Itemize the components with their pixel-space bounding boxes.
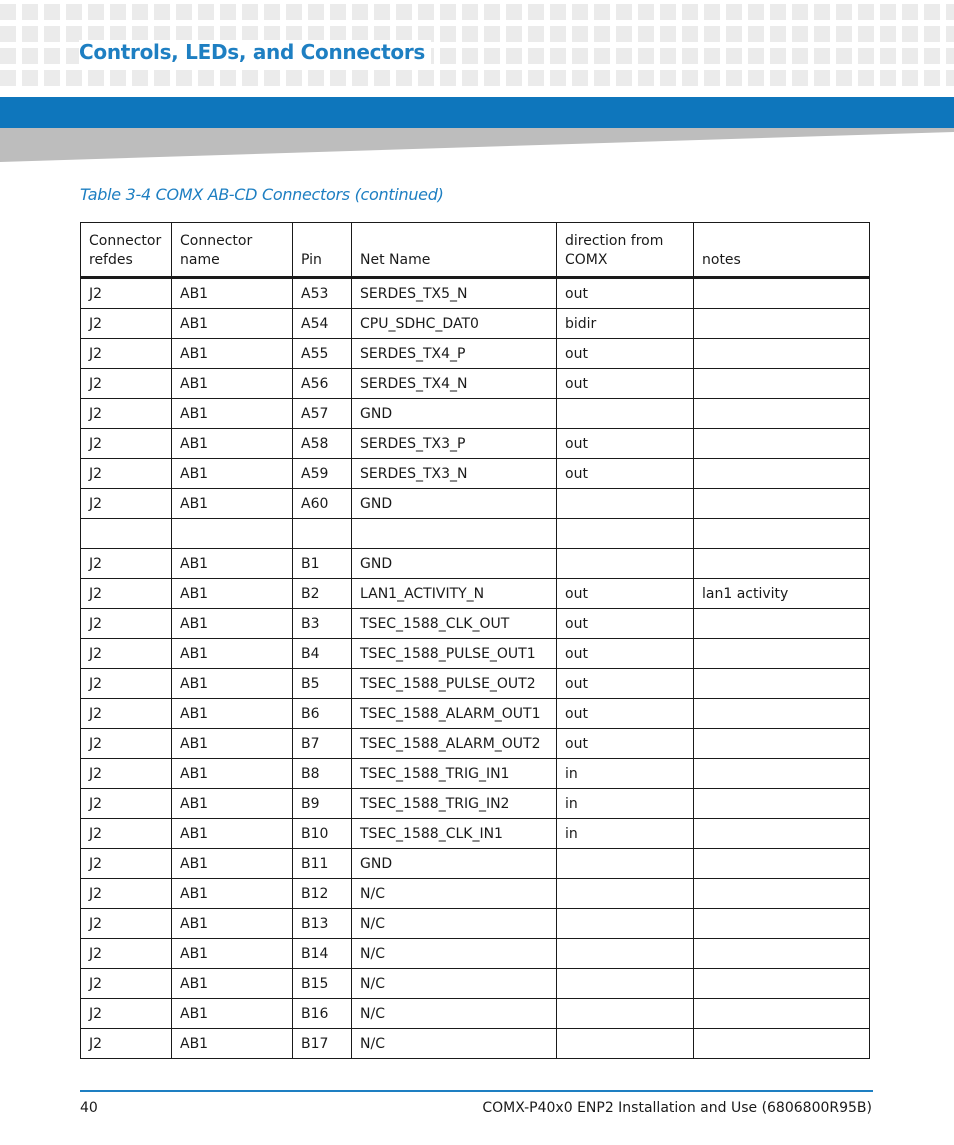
table-cell xyxy=(557,399,694,429)
table-cell xyxy=(694,849,870,879)
table-cell: N/C xyxy=(352,939,557,969)
table-cell xyxy=(557,969,694,999)
table-cell xyxy=(694,699,870,729)
table-cell: J2 xyxy=(81,369,172,399)
footer-rule xyxy=(80,1090,873,1092)
table-cell xyxy=(557,549,694,579)
table-row xyxy=(81,1029,870,1059)
table-cell: AB1 xyxy=(172,399,293,429)
table-cell: B13 xyxy=(293,909,352,939)
table-cell xyxy=(694,639,870,669)
table-row xyxy=(81,789,870,819)
table-cell: AB1 xyxy=(172,759,293,789)
page-number: 40 xyxy=(80,1100,98,1116)
table-cell: J2 xyxy=(81,729,172,759)
column-header: direction from COMX xyxy=(557,223,694,278)
table-cell: AB1 xyxy=(172,939,293,969)
table-cell: out xyxy=(557,729,694,759)
table-cell: J2 xyxy=(81,939,172,969)
table-cell xyxy=(694,489,870,519)
table-cell: lan1 activity xyxy=(694,579,870,609)
table-row xyxy=(81,278,870,309)
document-title: COMX-P40x0 ENP2 Installation and Use (6806800R95B) xyxy=(482,1100,872,1116)
table-row xyxy=(81,399,870,429)
header-blue-band xyxy=(0,97,954,128)
table-cell xyxy=(694,429,870,459)
table-cell: B11 xyxy=(293,849,352,879)
table-header-row xyxy=(81,223,870,278)
table-cell: out xyxy=(557,699,694,729)
table-cell xyxy=(694,669,870,699)
table-cell: TSEC_1588_TRIG_IN1 xyxy=(352,759,557,789)
table-cell: B7 xyxy=(293,729,352,759)
table-cell: out xyxy=(557,429,694,459)
table-cell xyxy=(293,519,352,549)
table-cell: TSEC_1588_PULSE_OUT2 xyxy=(352,669,557,699)
table-cell: AB1 xyxy=(172,339,293,369)
table-cell xyxy=(81,519,172,549)
table-cell xyxy=(694,939,870,969)
table-cell: AB1 xyxy=(172,549,293,579)
table-cell xyxy=(694,309,870,339)
table-row xyxy=(81,939,870,969)
table-cell: B2 xyxy=(293,579,352,609)
column-header: Net Name xyxy=(352,223,557,278)
table-cell: out xyxy=(557,369,694,399)
table-row xyxy=(81,549,870,579)
table-row xyxy=(81,729,870,759)
column-header: Connector refdes xyxy=(81,223,172,278)
table-cell: GND xyxy=(352,399,557,429)
table-cell: AB1 xyxy=(172,699,293,729)
table-cell: J2 xyxy=(81,879,172,909)
table-cell: J2 xyxy=(81,1029,172,1059)
table-cell: A53 xyxy=(293,278,352,309)
table-cell xyxy=(694,759,870,789)
table-cell: J2 xyxy=(81,669,172,699)
table-cell: AB1 xyxy=(172,909,293,939)
table-cell: N/C xyxy=(352,999,557,1029)
table-caption: Table 3-4 COMX AB-CD Connectors (continued) xyxy=(80,185,444,204)
table-cell: GND xyxy=(352,849,557,879)
table-cell xyxy=(694,549,870,579)
table-cell xyxy=(694,339,870,369)
table-cell: B14 xyxy=(293,939,352,969)
header-gray-swoosh xyxy=(0,128,954,164)
table-cell: AB1 xyxy=(172,669,293,699)
table-cell: AB1 xyxy=(172,879,293,909)
table-cell: CPU_SDHC_DAT0 xyxy=(352,309,557,339)
table-cell: in xyxy=(557,789,694,819)
table-row xyxy=(81,909,870,939)
table-cell xyxy=(694,399,870,429)
table-cell: AB1 xyxy=(172,819,293,849)
table-cell: AB1 xyxy=(172,579,293,609)
table-cell: out xyxy=(557,278,694,309)
table-row xyxy=(81,759,870,789)
table-row xyxy=(81,609,870,639)
table-cell: AB1 xyxy=(172,789,293,819)
table-cell xyxy=(557,489,694,519)
table-cell: bidir xyxy=(557,309,694,339)
table-cell: N/C xyxy=(352,1029,557,1059)
table-cell: J2 xyxy=(81,399,172,429)
table-cell: J2 xyxy=(81,639,172,669)
table-cell: out xyxy=(557,459,694,489)
table-cell: J2 xyxy=(81,759,172,789)
table-row xyxy=(81,969,870,999)
table-cell xyxy=(694,789,870,819)
table-row xyxy=(81,429,870,459)
table-cell: B5 xyxy=(293,669,352,699)
table-cell xyxy=(172,519,293,549)
table-cell: B17 xyxy=(293,1029,352,1059)
table-cell: J2 xyxy=(81,579,172,609)
table-row xyxy=(81,669,870,699)
table-cell: SERDES_TX5_N xyxy=(352,278,557,309)
table-cell: J2 xyxy=(81,339,172,369)
table-cell: B15 xyxy=(293,969,352,999)
table-cell xyxy=(694,369,870,399)
table-cell: LAN1_ACTIVITY_N xyxy=(352,579,557,609)
table-body xyxy=(81,278,870,1059)
table-cell xyxy=(694,909,870,939)
table-row xyxy=(81,309,870,339)
table-row xyxy=(81,519,870,549)
table-cell xyxy=(694,879,870,909)
table-cell: J2 xyxy=(81,429,172,459)
table-cell: N/C xyxy=(352,879,557,909)
section-title: Controls, LEDs, and Connectors xyxy=(79,40,431,64)
table-cell: J2 xyxy=(81,549,172,579)
table-cell: J2 xyxy=(81,278,172,309)
table-cell xyxy=(694,999,870,1029)
table-cell: SERDES_TX4_P xyxy=(352,339,557,369)
table-row xyxy=(81,339,870,369)
table-cell: A57 xyxy=(293,399,352,429)
table-cell: B6 xyxy=(293,699,352,729)
table-cell: J2 xyxy=(81,309,172,339)
table-cell: B16 xyxy=(293,999,352,1029)
table-cell: SERDES_TX3_N xyxy=(352,459,557,489)
table-cell xyxy=(694,819,870,849)
table-cell: AB1 xyxy=(172,999,293,1029)
table-cell: J2 xyxy=(81,489,172,519)
table-cell: AB1 xyxy=(172,729,293,759)
connector-table xyxy=(80,222,870,1059)
table-cell: out xyxy=(557,609,694,639)
table-cell: J2 xyxy=(81,849,172,879)
table-cell xyxy=(557,879,694,909)
table-row xyxy=(81,639,870,669)
table-cell: J2 xyxy=(81,909,172,939)
table-cell: AB1 xyxy=(172,278,293,309)
table-cell: AB1 xyxy=(172,609,293,639)
column-header: Connector name xyxy=(172,223,293,278)
table-row xyxy=(81,369,870,399)
column-header: notes xyxy=(694,223,870,278)
table-cell: out xyxy=(557,579,694,609)
table-cell: GND xyxy=(352,549,557,579)
table-row xyxy=(81,699,870,729)
table-cell: AB1 xyxy=(172,1029,293,1059)
table-cell: J2 xyxy=(81,819,172,849)
table-cell: TSEC_1588_CLK_OUT xyxy=(352,609,557,639)
table-cell: AB1 xyxy=(172,969,293,999)
table-row xyxy=(81,459,870,489)
table-row xyxy=(81,999,870,1029)
table-cell: B8 xyxy=(293,759,352,789)
table-cell: A56 xyxy=(293,369,352,399)
table-cell: J2 xyxy=(81,999,172,1029)
table-cell: out xyxy=(557,339,694,369)
table-cell: AB1 xyxy=(172,309,293,339)
table-cell: in xyxy=(557,819,694,849)
table-cell xyxy=(557,519,694,549)
table-row xyxy=(81,819,870,849)
table-cell xyxy=(694,729,870,759)
table-cell: TSEC_1588_ALARM_OUT1 xyxy=(352,699,557,729)
table-cell: TSEC_1588_ALARM_OUT2 xyxy=(352,729,557,759)
table-cell: N/C xyxy=(352,909,557,939)
table-cell xyxy=(557,849,694,879)
table-cell: B12 xyxy=(293,879,352,909)
table-cell: AB1 xyxy=(172,849,293,879)
table-cell: TSEC_1588_PULSE_OUT1 xyxy=(352,639,557,669)
table-cell: GND xyxy=(352,489,557,519)
table-cell: J2 xyxy=(81,969,172,999)
table-cell: AB1 xyxy=(172,459,293,489)
table-cell: SERDES_TX4_N xyxy=(352,369,557,399)
table-cell: J2 xyxy=(81,699,172,729)
table-cell: AB1 xyxy=(172,429,293,459)
table-cell xyxy=(694,278,870,309)
table-row xyxy=(81,879,870,909)
table-cell xyxy=(694,459,870,489)
table-cell: AB1 xyxy=(172,639,293,669)
table-cell: in xyxy=(557,759,694,789)
table-cell xyxy=(352,519,557,549)
table-row xyxy=(81,579,870,609)
table-cell: A60 xyxy=(293,489,352,519)
table-row xyxy=(81,489,870,519)
table-cell: out xyxy=(557,639,694,669)
table-cell: B3 xyxy=(293,609,352,639)
table-cell xyxy=(557,939,694,969)
table-cell: A54 xyxy=(293,309,352,339)
table-cell: J2 xyxy=(81,789,172,819)
table-cell: TSEC_1588_TRIG_IN2 xyxy=(352,789,557,819)
table-row xyxy=(81,849,870,879)
column-header: Pin xyxy=(293,223,352,278)
table-cell: B10 xyxy=(293,819,352,849)
table-cell: N/C xyxy=(352,969,557,999)
table-cell: A59 xyxy=(293,459,352,489)
table-cell xyxy=(694,519,870,549)
table-cell: out xyxy=(557,669,694,699)
table-cell xyxy=(694,969,870,999)
table-cell: A58 xyxy=(293,429,352,459)
table-cell: B4 xyxy=(293,639,352,669)
table-cell: SERDES_TX3_P xyxy=(352,429,557,459)
table-cell: J2 xyxy=(81,609,172,639)
table-cell: A55 xyxy=(293,339,352,369)
table-cell: B1 xyxy=(293,549,352,579)
table-cell xyxy=(557,909,694,939)
table-cell xyxy=(694,1029,870,1059)
table-cell: B9 xyxy=(293,789,352,819)
table-cell xyxy=(557,1029,694,1059)
table-cell xyxy=(694,609,870,639)
table-cell: J2 xyxy=(81,459,172,489)
table-cell: AB1 xyxy=(172,369,293,399)
table-cell xyxy=(557,999,694,1029)
table-cell: TSEC_1588_CLK_IN1 xyxy=(352,819,557,849)
table-cell: AB1 xyxy=(172,489,293,519)
